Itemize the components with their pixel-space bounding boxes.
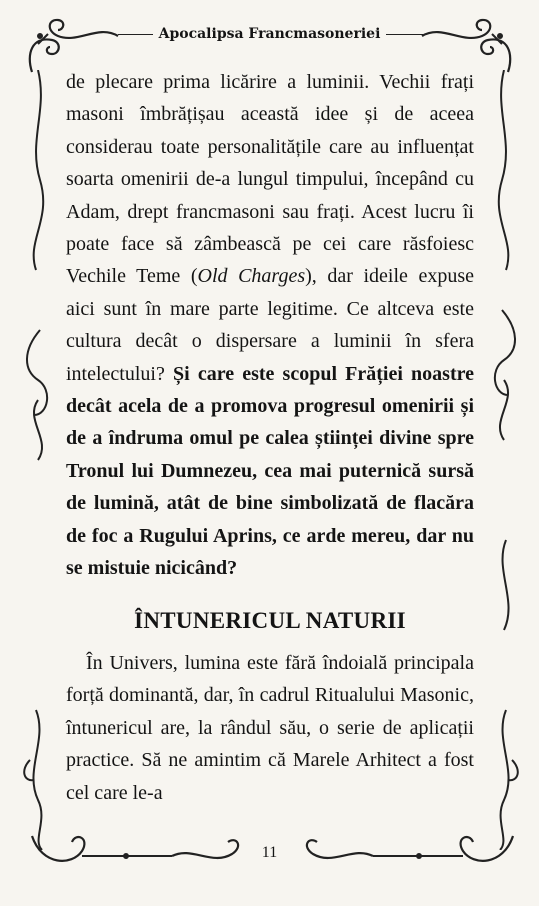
paragraph-1-italic: Old Charges (197, 265, 306, 288)
page-body (66, 66, 474, 809)
top-right-flourish-icon (412, 14, 522, 74)
paragraph-1 (66, 66, 474, 585)
paragraph-2: În Univers, lumina este fără îndoială principala forță dominantă, dar, în cadrul Ritualului Masonic, întunericul are, la rândul său, o serie de aplicații practice. Să ne amintim că Marele Arhitect a fost cel care le-a (66, 651, 474, 804)
left-border-vine-icon (18, 70, 58, 850)
section-heading: ÎNTUNERICUL NATURII (134, 607, 406, 633)
right-border-vine-icon (484, 70, 524, 850)
paragraph-1-bold: Și care este scopul Frăției noastre decât acela de a promova progresul omenirii și de a îndruma omul pe calea științei divine spre Tronul lui Dumnezeu, cea mai puternică sursă de lumină, atât de bine simbolizată de flacăra de foc a Rugului Aprins, ce arde mereu, dar nu se mistuie nicicând? (66, 362, 475, 580)
paragraph-1-text: de plecare prima licărire a luminii. Vechii frați masoni îmbrățișau această idee și de aceea considerau toate personalitățile care au influențat soarta omenirii de-a lungul timpului, începând cu Adam, drept francmasoni sau frați. Acest lucru îi poate face să zâmbească pe cei care răsfoiesc Vechile Teme ( (66, 71, 474, 288)
top-left-flourish-icon (18, 14, 128, 74)
running-header-title: Apocalipsa Francmasoneriei (153, 26, 387, 42)
paragraph-1-text-cont: ), dar ideile expuse aici sunt în mare parte legitime. Ce altceva este cultura decât o dispersare a luminii în sfera intelectului? (66, 265, 474, 385)
page-number: 11 (261, 844, 278, 861)
